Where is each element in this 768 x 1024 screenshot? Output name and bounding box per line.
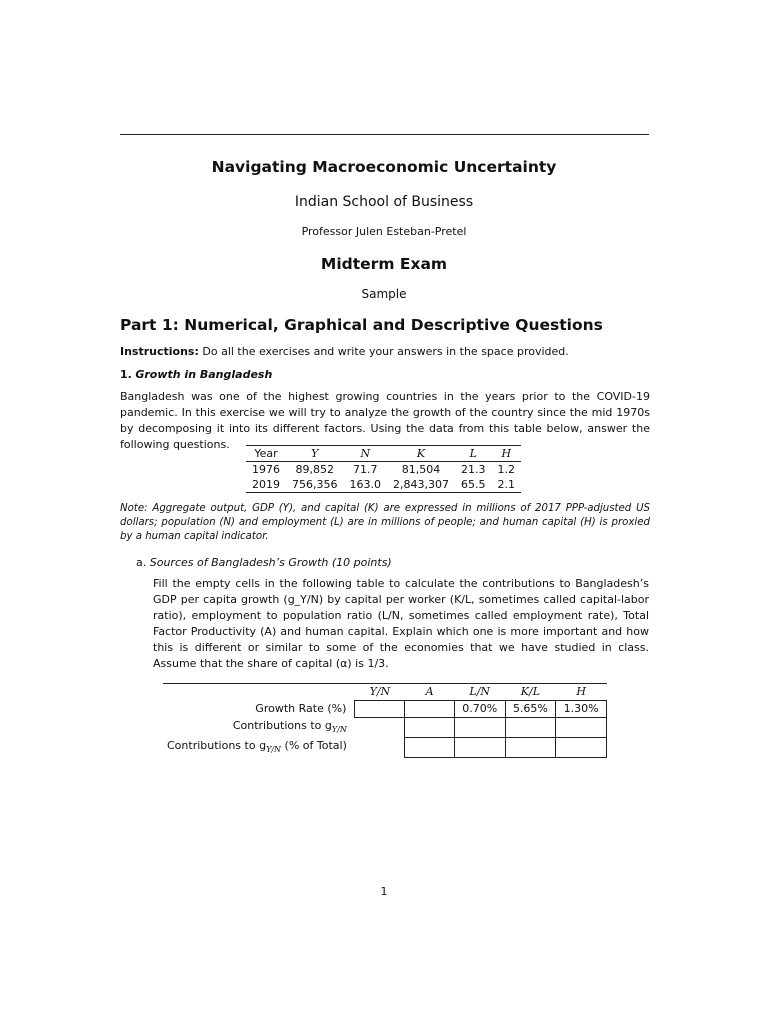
- question-title: Growth in Bangladesh: [135, 368, 273, 381]
- data-table: [246, 445, 521, 493]
- subscript-y-n: Y/N: [331, 724, 347, 734]
- table-cell: 81,504: [401, 463, 441, 476]
- header-year: Year: [246, 446, 286, 462]
- table-cell: 71.7: [353, 463, 378, 476]
- subquestion-text: Fill the empty cells in the following table to calculate the contributions to Bangladesh’s GDP per capita growth (g_Y/N) by capital per worker (K/L, sometimes called capital-labor ratio), employment to population ratio (L/N, sometimes called employment rate), Total Factor Productivity (A) and human capital. Explain which one is more important and how this is different or similar to some of the economies that we have studied in class. Assume that the share of capital (α) is 1/3.: [153, 577, 649, 670]
- blank-cell: [355, 718, 405, 738]
- question-intro: Bangladesh was one of the highest growing countries in the years prior to the COVID-19 pandemic. In this exercise we will try to analyze the growth of the country since the mid 1970s by decomposing it into its different factors. Using the data from this table below, answer the following questions.: [120, 390, 650, 451]
- answer-cell[interactable]: [505, 738, 556, 758]
- growth-rate-k-l: 5.65%: [505, 701, 556, 718]
- subscript-y-n: Y/N: [266, 744, 282, 754]
- header-k: K: [387, 446, 455, 462]
- answer-cell[interactable]: [355, 701, 405, 718]
- growth-rate-h: 1.30%: [556, 701, 607, 718]
- school-name: Indian School of Business: [294, 194, 474, 210]
- instructions: [120, 344, 650, 360]
- subquestion-heading: [136, 556, 392, 569]
- table-cell: 756,356: [286, 477, 344, 493]
- table-cell: 65.5: [455, 477, 492, 493]
- part-heading: Part 1: Numerical, Graphical and Descriptive Questions: [120, 316, 603, 334]
- answer-cell[interactable]: [405, 718, 454, 738]
- row-label-growth-rate: Growth Rate (%): [255, 702, 347, 715]
- table-row: [163, 718, 607, 738]
- header-a: A: [405, 684, 454, 701]
- subquestion-title: Sources of Bangladesh’s Growth (10 points): [149, 556, 392, 569]
- table-cell: 1976: [252, 463, 280, 476]
- table-row: [246, 477, 521, 493]
- table-row: [163, 701, 607, 718]
- answer-cell[interactable]: [405, 701, 454, 718]
- table-cell: 2,843,307: [387, 477, 455, 493]
- table-row: [163, 738, 607, 758]
- instructions-text: Do all the exercises and write your answers in the space provided.: [202, 345, 569, 358]
- exam-subtitle: Sample: [361, 287, 407, 301]
- table-cell: 2.1: [491, 477, 521, 493]
- table-cell: 1.2: [497, 463, 515, 476]
- growth-rate-l-n: 0.70%: [454, 701, 505, 718]
- table-cell: 89,852: [295, 463, 334, 476]
- table-cell: 163.0: [344, 477, 388, 493]
- blank-cell: [355, 738, 405, 758]
- header-h: H: [556, 684, 607, 701]
- question-heading: [120, 367, 650, 383]
- document-title: Navigating Macroeconomic Uncertainty: [211, 158, 557, 176]
- table-row: [246, 462, 521, 478]
- page-number: 1: [380, 885, 388, 898]
- table-cell: 2019: [246, 477, 286, 493]
- row-label-contributions-pct: Contributions to $g_{Y/N}$ (% of Total): [167, 738, 347, 754]
- table-cell: 21.3: [460, 463, 486, 476]
- answer-cell[interactable]: [556, 738, 607, 758]
- growth-table: [163, 683, 607, 758]
- header-y-n: Y/N: [355, 684, 405, 701]
- row-label-contributions: Contributions to $g_{Y/N}$: [232, 718, 347, 734]
- header-n: N: [344, 446, 388, 462]
- answer-cell[interactable]: [454, 718, 505, 738]
- header-k-l: K/L: [505, 684, 556, 701]
- answer-cell[interactable]: [454, 738, 505, 758]
- header-y: Y: [286, 446, 344, 462]
- growth-table-header: [163, 684, 607, 701]
- header-l: L: [455, 446, 492, 462]
- table-note: Note: Aggregate output, GDP (Y), and capital (K) are expressed in millions of 2017 PPP-adjusted US dollars; population (N) and employment (L) are in millions of people; and human capital (H) is proxied by a human capital indicator.: [120, 503, 650, 542]
- answer-cell[interactable]: [405, 738, 454, 758]
- header-l-n: L/N: [454, 684, 505, 701]
- top-rule: [120, 134, 649, 135]
- exam-title: Midterm Exam: [320, 255, 448, 273]
- question-number: 1.: [120, 368, 132, 381]
- professor-name: Professor Julen Esteban-Pretel: [301, 225, 467, 238]
- answer-cell[interactable]: [556, 718, 607, 738]
- instructions-label: Instructions:: [120, 345, 199, 358]
- subquestion-label: a.: [136, 556, 147, 569]
- answer-cell[interactable]: [505, 718, 556, 738]
- data-table-header: [246, 446, 521, 462]
- header-h: H: [491, 446, 521, 462]
